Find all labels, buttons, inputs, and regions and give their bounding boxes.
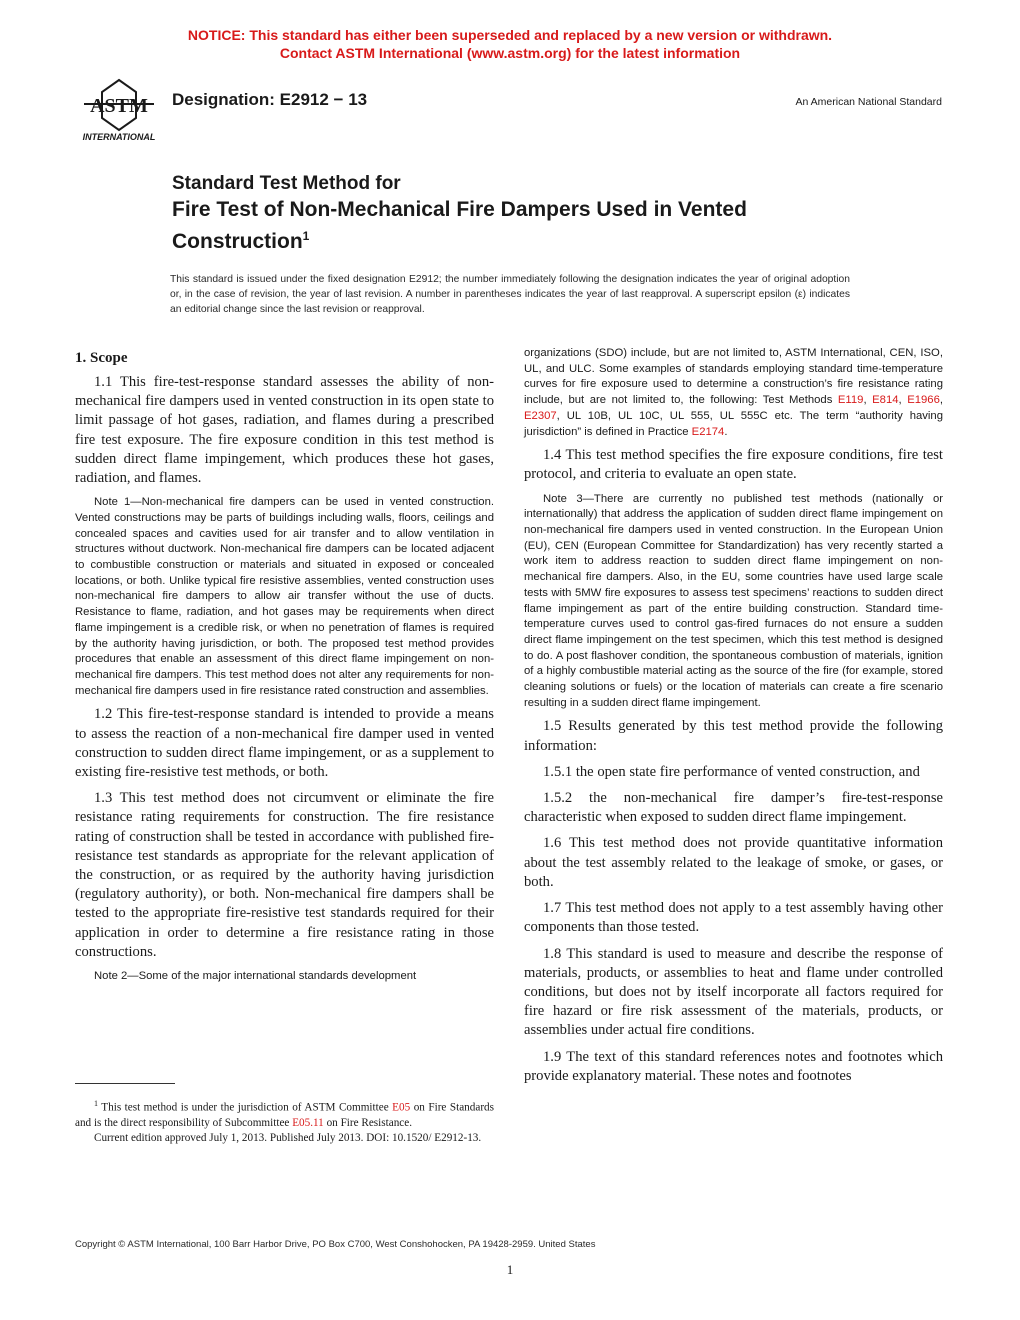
note-2: Note 2—Some of the major international standards development [94,970,417,982]
footnote-1-text-b: on Fire Standards and is the direct responsibility of Subcommittee [75,1101,494,1129]
paragraph-1-5: 1.5 Results generated by this test method provide the following information: [524,718,943,754]
logo-text: ASTM [90,95,148,117]
paragraph-1-2: 1.2 This fire-test-response standard is intended to provide a means to assess the reaction of a non-mechanical fire damper used in vented construction to sudden direct flame impingement, or as a supplement to existing fire-resistive test methods, or both. [75,706,494,780]
ref-link-e814[interactable]: E814 [872,394,899,407]
paragraph-1-7: 1.7 This test method does not apply to a test assembly having other components than those tested. [524,900,943,936]
right-column [524,346,943,1093]
section-heading-scope: 1. Scope [75,350,128,366]
ref-link-e119[interactable]: E119 [837,394,864,407]
footnote-1 [75,1096,494,1131]
ref-link-e05[interactable]: E05 [392,1101,411,1114]
footnotes [75,1096,494,1146]
period: . [724,425,728,438]
footnote-edition: Current edition approved July 1, 2013. Published July 2013. DOI: 10.1520/ E2912-13. [94,1132,482,1145]
paragraph-1-3: 1.3 This test method does not circumvent or eliminate the fire resistance rating requirements for construction. The fire resistance rating of construction shall be tested in accordance with published fire-resistance test standards as appropriate for the relevant application of the construction, or as required by the authority having jurisdiction (regulatory authority), or both. Non-mechanical fire dampers shall be tested to the appropriate fire-resistive test standards required for their application in order to determine a fire resistance rating in those constructions. [75,790,494,960]
paragraph-1-8: 1.8 This standard is used to measure and describe the response of materials, products, or assemblies to heat and flame under controlled conditions, but does not by itself incorporate all factors required for fire hazard or fire risk assessment of the materials, products, or assemblies under actual fire conditions. [524,945,943,1039]
separator: , [898,394,908,407]
separator: , [863,394,873,407]
designation: Designation: E2912 − 13 [172,90,368,109]
note-2-continued [524,346,943,440]
ref-link-e2307[interactable]: E2307 [524,409,557,422]
paragraph-1-6: 1.6 This test method does not provide quantitative information about the test assembly related to the leakage of smoke, or gases, or both. [524,835,943,890]
ref-link-e1966[interactable]: E1966 [907,394,940,407]
footnote-1-mark: 1 [94,1099,98,1108]
title-line-1: Standard Test Method for [172,173,401,194]
logo-subtext: INTERNATIONAL [82,132,156,142]
footnote-divider [75,1083,175,1084]
paragraph-1-9: 1.9 The text of this standard references notes and footnotes which provide explanatory material. These notes and footnotes [524,1048,943,1084]
note-2-text-a: organizations (SDO) include, but are not limited to, ASTM International, CEN, ISO, UL, and ULC. Some examples of standards employing standard time-temperature curves for fire exposure used to determine a construction’s fire resistance rating include, but are not limited to, the following: Test Methods [524,347,943,407]
notice-line-2: Contact ASTM International (www.astm.org) for the latest information [279,45,741,61]
paragraph-1-5-1: 1.5.1 the open state fire performance of vented construction, and [543,763,920,780]
note-1: Note 1—Non-mechanical fire dampers can be used in vented construction. Vented constructions may be parts of buildings including walls, floors, ceilings and concealed spaces and cavities used for air transfer and to allow ventilation in structures without ductwork. Non-mechanical fire dampers can be located adjacent to combustible construction or materials and situated in exposed or concealed locations, or both. Unlike typical fire resistive assemblies, vented construction uses non-mechanical fire dampers to allow air transfer without the use of ducts. Resistance to flame, radiation, and hot gases may be requirements when direct flame impingement is a credible risk, or when no penetration of flames is required by the authority having jurisdiction, or both. The proposed test method provides procedures that enable an assessment of this direct flame impingement on non-mechanical fire dampers. This test method does not alter any requirements for non-mechanical fire dampers used in fire resistance rated construction and assemblies. [75,496,494,697]
note-3: Note 3—There are currently no published test methods (nationally or internationally) that address the application of sudden direct flame impingement on non-mechanical fire dampers used in vented construction. In the European Union (EU), CEN (European Committee for Standardization) has very recently started a work item to address reaction to sudden direct flame impingement on non-mechanical fire dampers. Also, in the EU, some countries have used large scale tests with 5MW fire exposures to assess test specimens’ reactions to sudden direct flame impingement as part of the entire building construction. Standard time-temperature curves used to control gas-fired furnaces do not ensure a sudden direct flame impingement on the test specimen, which this test method is designed to do. A post flashover condition, the spontaneous combustion of materials, ignition of a highly combustible material acting as the source of the fire (for example, stored cleaning solutions or fuels) or the location of materials can create a fire scenario resulting in a sudden direct flame impingement. [524,492,943,709]
left-column [75,346,494,991]
document-title [172,172,872,255]
copyright-line: Copyright © ASTM International, 100 Barr Harbor Drive, PO Box C700, West Conshohocken, PA 19428-2959. United States [75,1239,596,1250]
title-footnote-mark: 1 [302,229,310,243]
ref-link-e05-11[interactable]: E05.11 [292,1116,324,1129]
separator: , [939,394,944,407]
notice-line-1: NOTICE: This standard has either been superseded and replaced by a new version or withdrawn. [187,27,833,43]
ref-link-e2174[interactable]: E2174 [691,425,725,438]
title-line-3 [172,223,872,255]
note-2-text-b: , UL 10B, UL 10C, UL 555, UL 555C etc. The term “authority having jurisdiction” is defined in Practice [524,409,943,438]
paragraph-1-5-2: 1.5.2 the non-mechanical fire damper’s fire-test-response characteristic when exposed to sudden direct flame impingement. [524,790,943,826]
title-line-3-text: Construction [172,230,303,253]
paragraph-1-1: 1.1 This fire-test-response standard assesses the ability of non-mechanical fire dampers used in vented construction in its open state to limit passage of hot gases, radiation, and flames during a prescribed fire test exposure. The fire exposure condition in this test method is sudden direct flame impingement, which produces these hot gases, radiation, and flames. [75,374,494,487]
title-line-2: Fire Test of Non-Mechanical Fire Dampers Used in Vented [172,198,747,221]
footnote-1-text-a: This test method is under the jurisdiction of ASTM Committee [98,1101,393,1114]
footnote-1-text-c: on Fire Resistance. [323,1116,413,1129]
national-standard-label: An American National Standard [795,96,942,108]
withdrawal-notice [0,26,1020,62]
page-number: 1 [506,1262,514,1277]
paragraph-1-4: 1.4 This test method specifies the fire exposure conditions, fire test protocol, and criteria to evaluate an open state. [524,447,943,483]
issuance-statement: This standard is issued under the fixed designation E2912; the number immediately following the designation indicates the year of original adoption or, in the case of revision, the year of last revision. A number in parentheses indicates the year of last reapproval. A superscript epsilon (ε) indicates an editorial change since the last revision or reapproval. [170,274,850,315]
astm-logo [74,74,164,144]
